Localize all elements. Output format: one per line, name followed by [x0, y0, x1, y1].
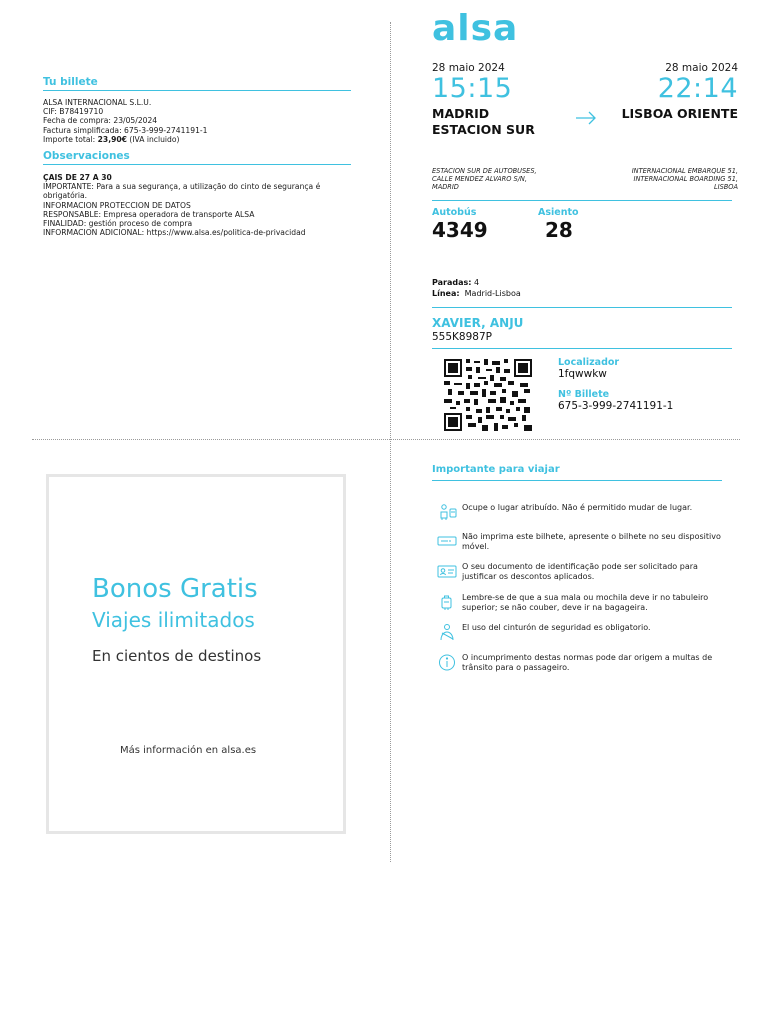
- observation-line: INFORMACION ADICIONAL: https://www.alsa.es/politica-de-privacidad: [43, 228, 306, 238]
- observation-line: FINALIDAD: gestión proceso de compra: [43, 219, 193, 229]
- observations-rule: [43, 164, 351, 165]
- ticket-info-title: Tu billete: [43, 76, 98, 88]
- info-icon: [436, 653, 458, 671]
- passenger-id: 555K8987P: [432, 331, 492, 343]
- company-cif: CIF: B78419710: [43, 107, 104, 117]
- stops-info: Paradas: 4: [432, 278, 480, 287]
- observation-line: obrigatória.: [43, 191, 88, 201]
- luggage-icon: [436, 593, 458, 611]
- line-name: Madrid-Lisboa: [464, 289, 521, 298]
- trip-rule: [432, 200, 732, 201]
- promo-subtitle: Viajes ilimitados: [92, 608, 255, 632]
- horizontal-fold-line: [32, 439, 740, 440]
- vertical-fold-line: [390, 22, 391, 862]
- arrival-date: 28 maio 2024: [665, 62, 738, 74]
- departure-time: 15:15: [432, 73, 513, 104]
- locator-label: Localizador: [558, 357, 620, 368]
- arrow-right-icon: [575, 110, 597, 124]
- locator-value: 1fqwwkw: [558, 368, 607, 380]
- observation-line: RESPONSABLE: Empresa operadora de transporte ALSA: [43, 209, 255, 219]
- stops-count: 4: [474, 278, 480, 287]
- arrival-address: INTERNACIONAL EMBARQUE 51, INTERNACIONAL BOARDING 51, LISBOA: [631, 167, 738, 191]
- promo-more-info: Más información en alsa.es: [120, 745, 257, 756]
- important-text: Não imprima este bilhete, apresente o bilhete no seu dispositivo móvel.: [462, 532, 721, 551]
- total-amount: Importe total: 23,90€ (IVA incluido): [43, 134, 180, 144]
- line-info: Línea: Madrid-Lisboa: [432, 289, 521, 298]
- total-value: 23,90€: [97, 134, 127, 144]
- ticket-info-rule: [43, 90, 351, 91]
- bus-label: Autobús: [432, 207, 477, 218]
- seat-label: Asiento: [538, 207, 579, 218]
- observation-line: IMPORTANTE: Para a sua segurança, a utilização do cinto de segurança é: [43, 182, 321, 192]
- ticket-number-label: Nº Billete: [558, 389, 610, 400]
- important-rule: [432, 480, 722, 481]
- important-title: Importante para viajar: [432, 464, 560, 475]
- promo-title: Bonos Gratis: [92, 574, 258, 604]
- bus-number: 4349: [432, 218, 488, 242]
- qr-code: [444, 359, 532, 431]
- promo-destinations: En cientos de destinos: [92, 647, 262, 665]
- id-card-icon: [436, 562, 458, 580]
- important-text: O seu documento de identificação pode ser solicitado para justificar os descontos aplicados.: [462, 562, 698, 581]
- observations-title: Observaciones: [43, 150, 130, 162]
- observations-block: [43, 173, 358, 237]
- seat-number: 28: [545, 218, 573, 242]
- important-text: Lembre-se de que a sua mala ou mochila deve ir no tabuleiro superior; se não couber, deve ir na bagageira.: [462, 593, 709, 612]
- seat-passenger-icon: [436, 503, 458, 521]
- observation-line: INFORMACION PROTECCION DE DATOS: [43, 200, 191, 210]
- important-text: O incumprimento destas normas pode dar origem a multas de trânsito para o passageiro.: [462, 653, 713, 672]
- important-text: Ocupe o lugar atribuído. Não é permitido mudar de lugar.: [462, 503, 693, 512]
- ticket-info-block: [43, 98, 353, 144]
- purchase-date: Fecha de compra: 23/05/2024: [43, 116, 158, 126]
- important-text: El uso del cinturón de seguridad es obligatorio.: [462, 623, 651, 632]
- company-name: ALSA INTERNACIONAL S.L.U.: [43, 98, 152, 107]
- departure-date: 28 maio 2024: [432, 62, 505, 74]
- arrival-time: 22:14: [657, 73, 738, 104]
- passenger-rule: [432, 348, 732, 349]
- seatbelt-icon: [436, 623, 458, 641]
- invoice-number: Factura simplificada: 675-3-999-2741191-1: [43, 125, 208, 135]
- passenger-name: XAVIER, ANJU: [432, 316, 524, 330]
- ticket-icon: [436, 532, 458, 550]
- departure-city: MADRID ESTACION SUR: [432, 106, 535, 137]
- arrival-city: LISBOA ORIENTE: [621, 106, 738, 121]
- departure-address: ESTACION SUR DE AUTOBUSES, CALLE MENDEZ ALVARO S/N, MADRID: [432, 167, 537, 191]
- alsa-logo: alsa: [432, 8, 519, 49]
- ticket-number-value: 675-3-999-2741191-1: [558, 400, 674, 412]
- gate-info: ÇAIS DE 27 A 30: [43, 173, 112, 182]
- line-rule: [432, 307, 732, 308]
